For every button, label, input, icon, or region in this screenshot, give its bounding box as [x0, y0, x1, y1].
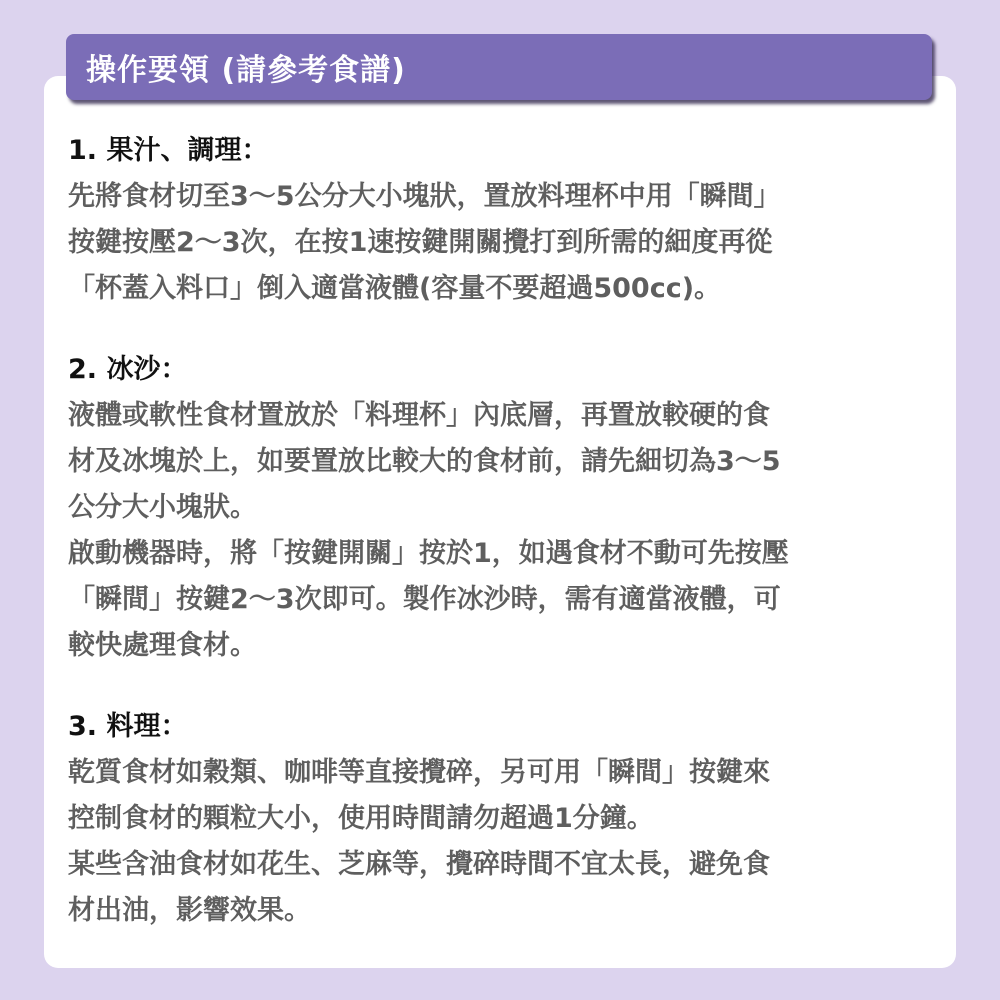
- section-text-line: 液體或軟性食材置放於「料理杯」內底層，再置放較硬的食: [68, 400, 770, 431]
- section-text-line: 啟動機器時，將「按鍵開關」按於1，如遇食材不動可先按壓: [68, 538, 789, 569]
- section-text-line: 材及冰塊於上，如要置放比較大的食材前，請先細切為3～5: [68, 446, 781, 477]
- section-juice: [68, 128, 948, 312]
- section-text-line: 公分大小塊狀。: [68, 492, 257, 523]
- section-heading: 2. 冰沙：: [68, 354, 188, 385]
- section-smoothie: [68, 347, 948, 669]
- section-text-line: 按鍵按壓2～3次，在按1速按鍵開關攪打到所需的細度再從: [68, 227, 773, 258]
- section-text-line: 先將食材切至3～5公分大小塊狀，置放料理杯中用「瞬間」: [68, 181, 781, 212]
- instructions: [68, 128, 948, 934]
- section-text-line: 「瞬間」按鍵2～3次即可。製作冰沙時，需有適當液體，可: [68, 584, 781, 615]
- section-heading: 1. 果汁、調理：: [68, 135, 269, 166]
- section-text-line: 較快處理食材。: [68, 630, 257, 661]
- section-text-line: 某些含油食材如花生、芝麻等，攪碎時間不宜太長，避免食: [68, 849, 770, 880]
- section-heading: 3. 料理：: [68, 711, 188, 742]
- section-cooking: [68, 704, 948, 934]
- title-banner: [66, 34, 932, 100]
- section-text-line: 控制食材的顆粒大小，使用時間請勿超過1分鐘。: [68, 803, 654, 834]
- section-text-line: 材出油，影響效果。: [68, 895, 311, 926]
- banner-title: 操作要領 (請參考食譜): [86, 53, 406, 88]
- section-text-line: 乾質食材如穀類、咖啡等直接攪碎，另可用「瞬間」按鍵來: [68, 757, 770, 788]
- section-text-line: 「杯蓋入料口」倒入適當液體(容量不要超過500cc)。: [68, 273, 722, 304]
